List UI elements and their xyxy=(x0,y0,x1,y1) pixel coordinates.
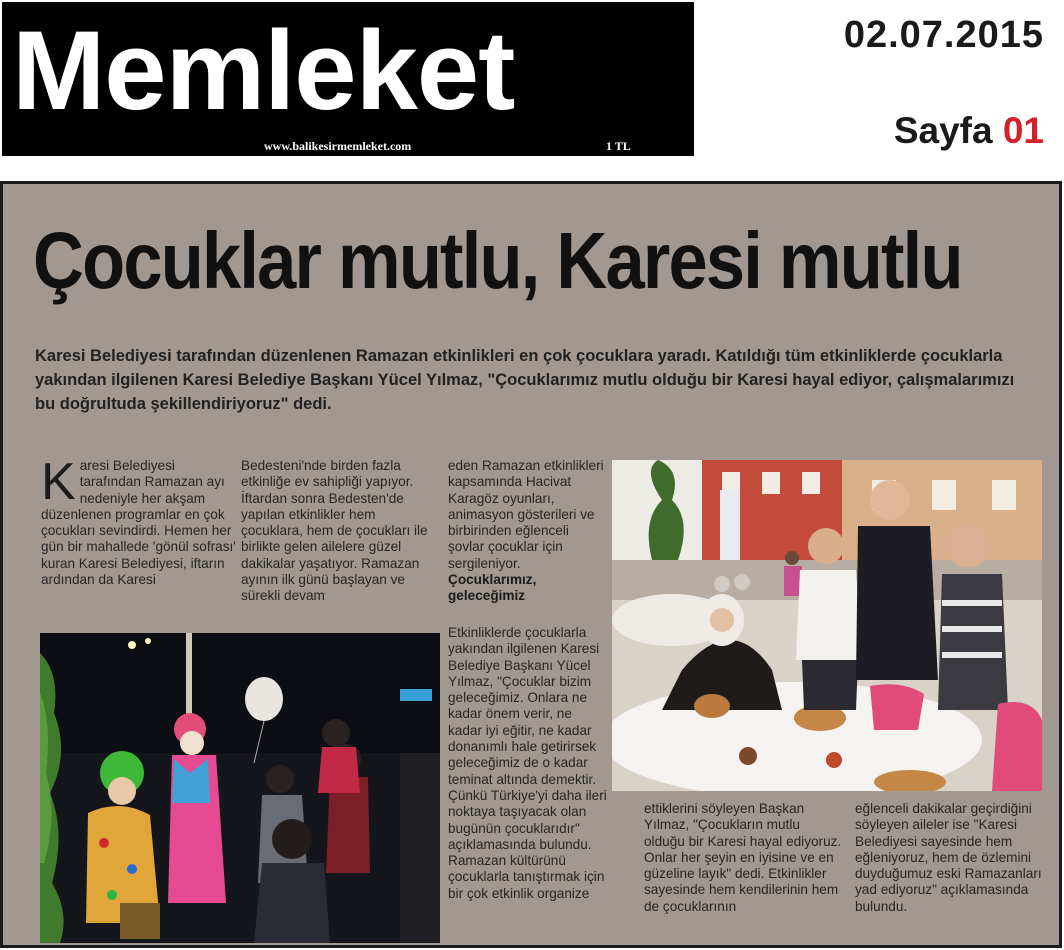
text-column-3-top xyxy=(448,458,608,605)
column-5-text: eğlenceli dakikalar geçirdiğini söyleyen aileler ise "Karesi Belediyesi sayesinde hem eğleniyoruz, hem de özlemini duyduğumuz eski Ramazanları yad ediyoruz" açıklamasında bulundu. xyxy=(855,801,1042,914)
drop-cap: K xyxy=(41,453,76,511)
column-4-text: ettiklerini söyleyen Başkan Yılmaz, "Çocukların mutlu olduğu bir Karesi hayal ediyoruz. Onlar her şeyin en iyisine ve en güzeline layık" dedi. Etkinlikler sayesinde hem kendilerinin hem de çocuklarının xyxy=(644,801,842,914)
text-column-1 xyxy=(41,453,237,588)
article-clipping xyxy=(0,181,1062,948)
text-column-5 xyxy=(855,801,1045,915)
text-column-2 xyxy=(241,458,441,605)
text-column-3-bottom xyxy=(448,625,608,902)
photo-mayor-iftar-table xyxy=(612,460,1042,791)
text-column-4 xyxy=(644,801,844,915)
article-lead: Karesi Belediyesi tarafından düzenlenen Ramazan etkinlikleri en çok çocuklara yaradı. Katıldığı tüm etkinliklerde çocuklarla yakından ilgilenen Karesi Belediye Başkanı Yücel Yılmaz, "Çocuklarımız mutlu olduğu bir Karesi hayal ediyor, çalışmalarımızı bu doğrultuda şekillendiriyoruz" dedi. xyxy=(35,347,1015,413)
column-1-text: aresi Belediyesi tarafından Ramazan ayı nedeniyle her akşam düzenlenen programlar en çok çocukları sevindirdi. Hemen her gün bir mahallede 'gönül sofrası' kuran Karesi Belediyesi, iftarın ardından da Karesi xyxy=(41,458,236,588)
website-url: www.balikesirmemleket.com xyxy=(264,139,412,153)
column-3b-text: Etkinliklerde çocuklarla yakından ilgilenen Karesi Belediye Başkanı Yücel Yılmaz, "Çocuklar bizim geleceğimiz. Onlara ne kadar önem verir, ne kadar iyi eğitir, ne kadar donanımlı hale getirirsek geleceğimiz de o kadar teminat altında demektir. Çünkü Türkiye'yi daha ileri noktaya taşıyacak olan bugünün çocuklarıdır" açıklamasında bulundu. Ramazan kültürünü çocuklarla tanıştırmak için bir çok etkinlik organize xyxy=(448,625,607,901)
page-number: 01 xyxy=(1002,110,1044,151)
subheading: Çocuklarımız, geleceğimiz xyxy=(448,572,537,604)
page-indicator xyxy=(894,110,1044,152)
issue-date: 02.07.2015 xyxy=(843,14,1044,56)
newspaper-logo: Memleket xyxy=(12,8,515,133)
photo-clowns-night-event xyxy=(40,633,440,943)
masthead xyxy=(2,2,694,156)
page-label: Sayfa xyxy=(893,110,993,151)
price: 1 TL xyxy=(606,139,631,153)
article-headline: Çocuklar mutlu, Karesi mutlu xyxy=(33,216,962,305)
column-3-text: eden Ramazan etkinlikleri kapsamında Hacivat Karagöz oyunları, animasyon gösterileri ve birbirinden eğlenceli şovlar çocuklar için sergileniyor. xyxy=(448,458,604,571)
column-2-text: Bedesteni'nde birden fazla etkinliğe ev sahipliği yapıyor. İftardan sonra Bedesten'de yapılan etkinlikler hem çocuklara, hem de çocukları ile birlikte gelen ailelere güzel dakikalar yaşatıyor. Ramazan ayının ilk günü başlayan ve sürekli devam xyxy=(241,458,428,604)
